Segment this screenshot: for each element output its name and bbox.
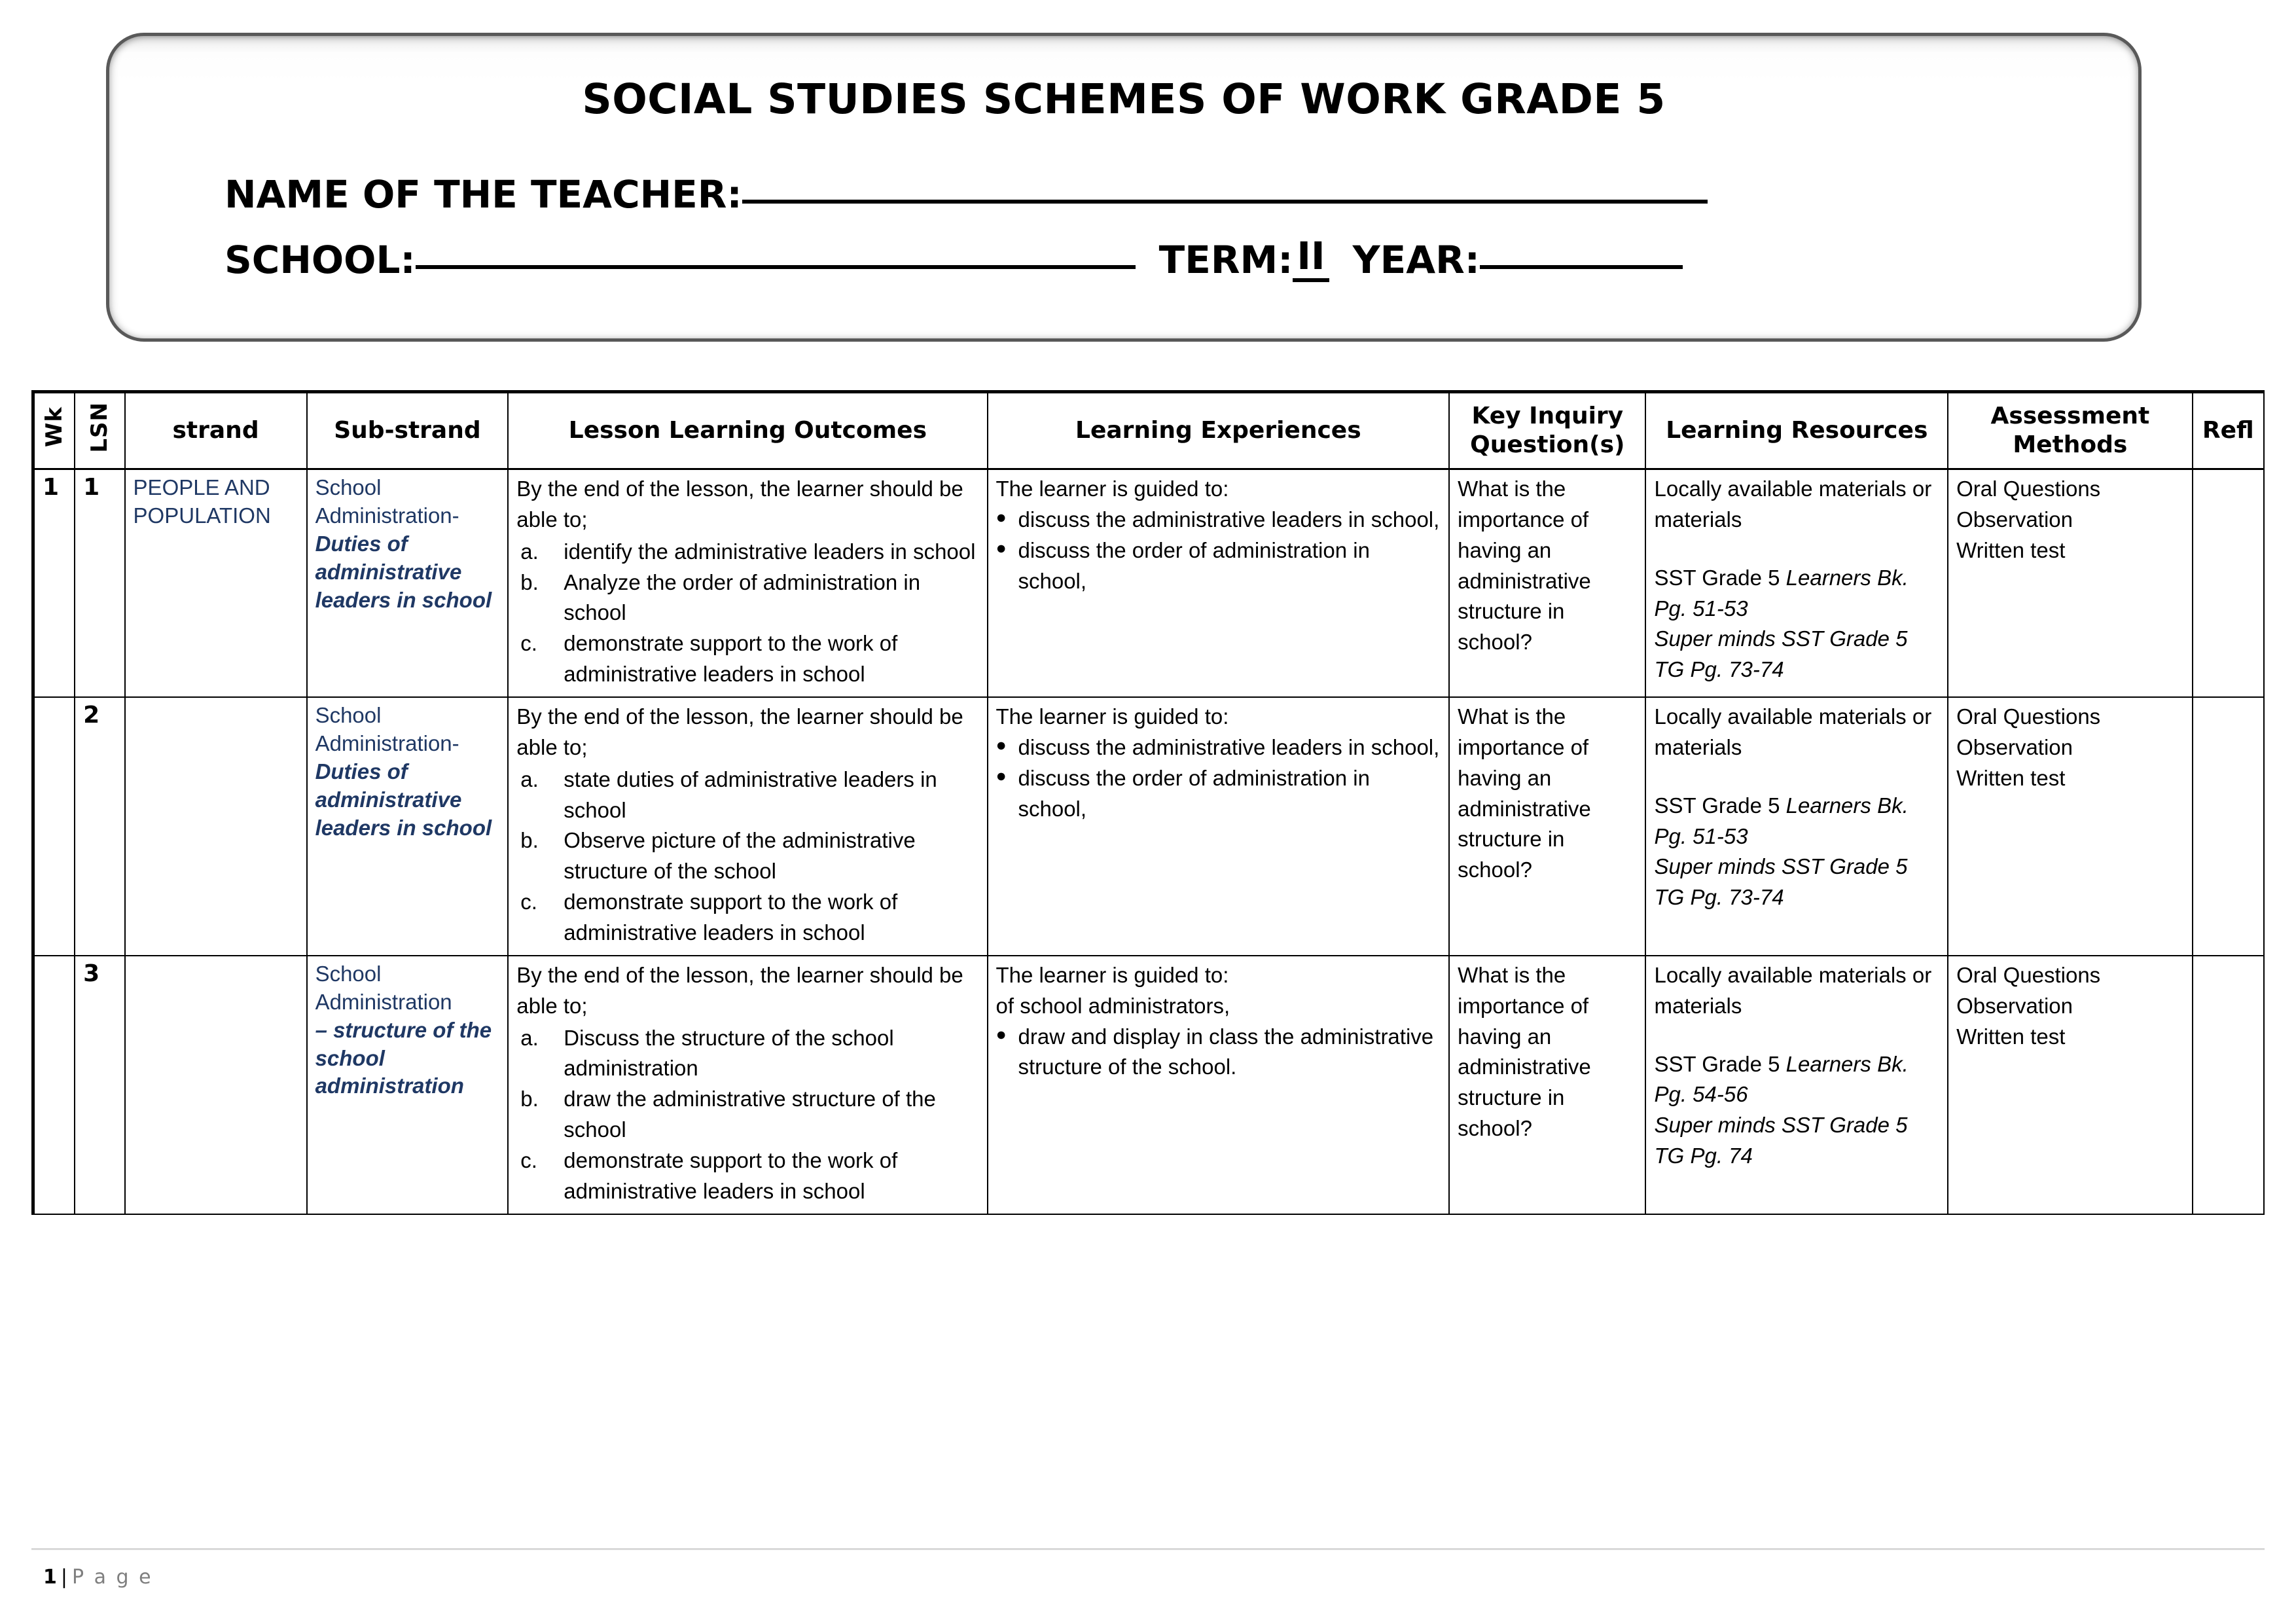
cell-wk: 1	[33, 469, 75, 698]
bullet-icon: ●	[996, 1024, 1007, 1044]
table-row	[33, 956, 2265, 1214]
table-row	[33, 469, 2265, 698]
cell-lesson-learning-outcomes	[508, 469, 987, 698]
llo-text: state duties of administrative leaders in school	[564, 767, 937, 822]
assessment-item: Observation	[1956, 734, 2073, 759]
lex-list	[996, 1022, 1443, 1083]
lr-book-prefix: SST Grade 5	[1654, 793, 1786, 818]
cell-strand	[125, 697, 307, 956]
footer-separator: |	[60, 1566, 69, 1589]
lr-teachers-guide: Super minds SST Grade 5 TG Pg. 74	[1654, 1113, 1908, 1168]
cell-learning-experiences	[988, 469, 1450, 698]
lex-text: draw and display in class the administrative structure of the school.	[1018, 1024, 1434, 1079]
bullet-icon: ●	[996, 537, 1007, 558]
column-header-wk	[33, 392, 75, 469]
lex-lead: The learner is guided to:	[996, 962, 1229, 987]
column-header-assessment-methods: Assessment Methods	[1948, 392, 2193, 469]
llo-text: demonstrate support to the work of administrative leaders in school	[564, 1148, 898, 1203]
lex-text: discuss the order of administration in school,	[1018, 537, 1370, 593]
llo-lead: By the end of the lesson, the learner should be able to;	[516, 704, 963, 759]
cell-sub-strand	[307, 697, 509, 956]
cell-strand	[125, 469, 307, 698]
llo-marker: a.	[520, 1025, 539, 1050]
term-value[interactable]: II	[1293, 234, 1329, 282]
lr-learner-book	[1654, 791, 1941, 852]
schemes-of-work-table	[31, 390, 2265, 1215]
lr-learner-book	[1654, 1049, 1941, 1111]
teacher-label: NAME OF THE TEACHER:	[224, 172, 742, 217]
school-term-year-field-row	[224, 234, 1683, 286]
sub-strand-topic: School Administration-	[315, 703, 459, 755]
sub-strand-focus: Duties of administrative leaders in school	[315, 531, 492, 612]
lr-teachers-guide: Super minds SST Grade 5 TG Pg. 73-74	[1654, 626, 1908, 682]
column-header-refl: Refl	[2193, 392, 2264, 469]
cell-reflection[interactable]	[2193, 956, 2264, 1214]
list-item	[516, 1146, 980, 1207]
lex-plain-line: of school administrators,	[996, 993, 1230, 1018]
spacer	[1654, 1022, 1941, 1049]
list-item	[996, 763, 1443, 825]
lr-book-ref: Learners Bk. Pg. 51-53	[1654, 565, 1909, 621]
cell-lsn: 3	[75, 956, 124, 1214]
cell-learning-resources	[1645, 697, 1948, 956]
lr-book-ref: Learners Bk. Pg. 54-56	[1654, 1051, 1909, 1107]
list-item	[996, 535, 1443, 597]
llo-marker: c.	[520, 631, 537, 656]
lr-book-ref: Learners Bk. Pg. 51-53	[1654, 793, 1909, 848]
column-header-strand: strand	[125, 392, 307, 469]
column-header-lsn	[75, 392, 124, 469]
list-item	[516, 825, 980, 887]
footer-divider	[31, 1548, 2265, 1550]
cell-learning-experiences	[988, 956, 1450, 1214]
assessment-item: Oral Questions	[1956, 704, 2101, 729]
lex-text: discuss the administrative leaders in school,	[1018, 507, 1440, 532]
cell-reflection[interactable]	[2193, 469, 2264, 698]
term-label: TERM:	[1158, 238, 1293, 282]
lr-book-prefix: SST Grade 5	[1654, 1051, 1786, 1076]
table-header-row	[33, 392, 2265, 469]
list-item	[516, 537, 980, 568]
llo-text: Analyze the order of administration in school	[564, 569, 921, 625]
llo-marker: a.	[520, 539, 539, 564]
column-header-lsn-label: LSN	[86, 401, 113, 453]
list-item	[516, 628, 980, 690]
llo-marker: b.	[520, 828, 539, 853]
list-item	[996, 505, 1443, 535]
list-item	[516, 568, 980, 629]
llo-marker: b.	[520, 569, 539, 594]
sub-strand-focus: – structure of the school administration	[315, 1017, 492, 1098]
llo-marker: c.	[520, 1148, 537, 1173]
cell-sub-strand	[307, 956, 509, 1214]
footer-page-number: 1	[43, 1566, 57, 1589]
year-label: YEAR:	[1352, 238, 1480, 282]
school-input-blank[interactable]	[416, 265, 1136, 269]
cell-learning-resources	[1645, 956, 1948, 1214]
assessment-item: Observation	[1956, 507, 2073, 532]
list-item	[516, 765, 980, 826]
lex-list	[996, 505, 1443, 597]
cell-learning-resources	[1645, 469, 1948, 698]
bullet-icon: ●	[996, 765, 1007, 785]
title-header-box	[106, 33, 2142, 342]
cell-wk	[33, 956, 75, 1214]
list-item	[996, 1022, 1443, 1083]
lr-learner-book	[1654, 563, 1941, 624]
column-header-learning-experiences: Learning Experiences	[988, 392, 1450, 469]
lr-book-prefix: SST Grade 5	[1654, 565, 1786, 590]
spacer	[1654, 763, 1941, 791]
lex-lead: The learner is guided to:	[996, 477, 1229, 501]
page-title: SOCIAL STUDIES SCHEMES OF WORK GRADE 5	[582, 75, 1666, 123]
lr-materials: Locally available materials or materials	[1654, 962, 1932, 1018]
table-row	[33, 697, 2265, 956]
cell-assessment-methods	[1948, 697, 2193, 956]
llo-marker: c.	[520, 890, 537, 914]
column-header-key-inquiry-questions: Key Inquiry Question(s)	[1449, 392, 1645, 469]
cell-lsn: 2	[75, 697, 124, 956]
cell-learning-experiences	[988, 697, 1450, 956]
llo-text: demonstrate support to the work of administrative leaders in school	[564, 890, 898, 945]
cell-wk	[33, 697, 75, 956]
llo-text: Observe picture of the administrative structure of the school	[564, 828, 916, 884]
teacher-field-row	[224, 172, 1708, 217]
sub-strand-focus: Duties of administrative leaders in school	[315, 759, 492, 840]
cell-key-inquiry-question: What is the importance of having an administrative structure in school?	[1449, 956, 1645, 1214]
llo-text: Discuss the structure of the school administration	[564, 1025, 894, 1081]
cell-lesson-learning-outcomes	[508, 956, 987, 1214]
cell-lesson-learning-outcomes	[508, 697, 987, 956]
cell-assessment-methods	[1948, 469, 2193, 698]
llo-text: demonstrate support to the work of administrative leaders in school	[564, 631, 898, 687]
sub-strand-topic: School Administration-	[315, 475, 459, 528]
llo-marker: b.	[520, 1087, 539, 1111]
lex-text: discuss the administrative leaders in school,	[1018, 734, 1440, 759]
teacher-input-blank[interactable]	[742, 200, 1708, 204]
sub-strand-topic: School Administration	[315, 961, 452, 1014]
assessment-item: Written test	[1956, 537, 2066, 562]
assessment-item: Written test	[1956, 1024, 2066, 1049]
strand-text: PEOPLE AND POPULATION	[133, 475, 271, 528]
column-header-lesson-learning-outcomes: Lesson Learning Outcomes	[508, 392, 987, 469]
cell-lsn: 1	[75, 469, 124, 698]
cell-key-inquiry-question: What is the importance of having an administrative structure in school?	[1449, 469, 1645, 698]
column-header-wk-label: Wk	[41, 406, 68, 448]
footer-page-word: P a g e	[71, 1566, 153, 1589]
lex-lead: The learner is guided to:	[996, 704, 1229, 729]
cell-strand	[125, 956, 307, 1214]
list-item	[516, 1084, 980, 1146]
bullet-icon: ●	[996, 507, 1007, 527]
table-body	[33, 469, 2265, 1214]
llo-list	[516, 1023, 980, 1207]
list-item	[516, 887, 980, 948]
footer-page-indicator	[43, 1566, 153, 1589]
assessment-item: Written test	[1956, 765, 2066, 790]
school-label: SCHOOL:	[224, 238, 416, 282]
cell-key-inquiry-question: What is the importance of having an administrative structure in school?	[1449, 697, 1645, 956]
llo-marker: a.	[520, 767, 539, 791]
assessment-item: Oral Questions	[1956, 477, 2101, 501]
lex-list	[996, 732, 1443, 825]
list-item	[996, 732, 1443, 763]
cell-assessment-methods	[1948, 956, 2193, 1214]
llo-list	[516, 765, 980, 948]
cell-reflection[interactable]	[2193, 697, 2264, 956]
lr-teachers-guide: Super minds SST Grade 5 TG Pg. 73-74	[1654, 854, 1908, 910]
list-item	[516, 1023, 980, 1085]
llo-lead: By the end of the lesson, the learner should be able to;	[516, 962, 963, 1018]
assessment-item: Oral Questions	[1956, 962, 2101, 987]
lex-text: discuss the order of administration in school,	[1018, 765, 1370, 821]
llo-list	[516, 537, 980, 690]
spacer	[1654, 535, 1941, 563]
llo-text: draw the administrative structure of the school	[564, 1087, 936, 1142]
cell-sub-strand	[307, 469, 509, 698]
column-header-sub-strand: Sub-strand	[307, 392, 509, 469]
assessment-item: Observation	[1956, 993, 2073, 1018]
lr-materials: Locally available materials or materials	[1654, 704, 1932, 759]
lr-materials: Locally available materials or materials	[1654, 477, 1932, 532]
column-header-learning-resources: Learning Resources	[1645, 392, 1948, 469]
llo-lead: By the end of the lesson, the learner should be able to;	[516, 477, 963, 532]
bullet-icon: ●	[996, 734, 1007, 755]
llo-text: identify the administrative leaders in school	[564, 539, 976, 564]
year-input-blank[interactable]	[1480, 265, 1683, 269]
